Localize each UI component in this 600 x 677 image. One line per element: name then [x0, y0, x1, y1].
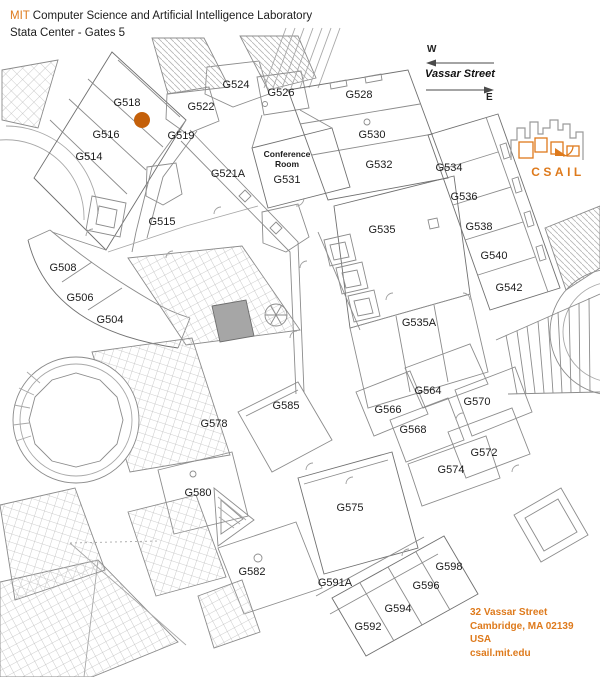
room-label: G564	[414, 385, 442, 397]
room-label: G506	[66, 292, 94, 304]
room-label: G580	[184, 487, 212, 499]
room-label: G575	[336, 502, 364, 514]
room-label: G542	[495, 282, 523, 294]
address-city: Cambridge, MA 02139	[470, 620, 574, 632]
room-label: G572	[470, 447, 498, 459]
subtitle-text: Stata Center - Gates 5	[10, 27, 126, 39]
room-label: G528	[345, 89, 373, 101]
room-label: G521A	[210, 168, 246, 180]
room-label: G566	[374, 404, 402, 416]
room-label: G531	[273, 174, 301, 186]
conference-room-label: Conference Room	[263, 149, 311, 169]
location-marker	[134, 112, 150, 128]
vassar-street-label: Vassar Street	[425, 68, 495, 80]
room-label: G526	[267, 87, 295, 99]
room-label: G504	[96, 314, 124, 326]
room-label: G582	[238, 566, 266, 578]
title-line	[10, 8, 312, 25]
room-label: G591A	[317, 577, 353, 589]
room-label: G522	[187, 101, 215, 113]
room-label: G596	[412, 580, 440, 592]
room-label: G598	[435, 561, 463, 573]
room-label: G594	[384, 603, 412, 615]
room-label: G532	[365, 159, 393, 171]
room-label: G516	[92, 129, 120, 141]
room-label: G585	[272, 400, 300, 412]
room-label: G515	[148, 216, 176, 228]
address-web: csail.mit.edu	[470, 647, 531, 659]
address-street: 32 Vassar Street	[470, 607, 548, 618]
room-label: G524	[222, 79, 250, 91]
address-country: USA	[470, 634, 492, 645]
room-label: G535	[368, 224, 396, 236]
room-label: G519	[167, 130, 195, 142]
mit-brand: MIT	[10, 10, 30, 22]
address-block	[470, 606, 574, 660]
room-label: G540	[480, 250, 508, 262]
csail-logo-text: CSAIL	[531, 165, 585, 179]
room-label: G514	[75, 151, 103, 163]
room-label: G530	[358, 129, 386, 141]
room-label: G534	[435, 162, 463, 174]
room-label: G568	[399, 424, 427, 436]
compass-west-label: W	[427, 44, 437, 55]
room-label: G574	[437, 464, 465, 476]
room-label: G578	[200, 418, 228, 430]
room-label: G535A	[401, 317, 437, 329]
title-text: Computer Science and Artificial Intelligence Laboratory	[32, 10, 313, 22]
csail-logo-icon	[505, 112, 590, 164]
room-label: G592	[354, 621, 382, 633]
room-label: G508	[49, 262, 77, 274]
page-title	[10, 8, 312, 42]
room-label: G536	[450, 191, 478, 203]
room-label: G538	[465, 221, 493, 233]
room-label: G518	[113, 97, 141, 109]
compass-east-label: E	[486, 92, 493, 103]
room-label: G570	[463, 396, 491, 408]
